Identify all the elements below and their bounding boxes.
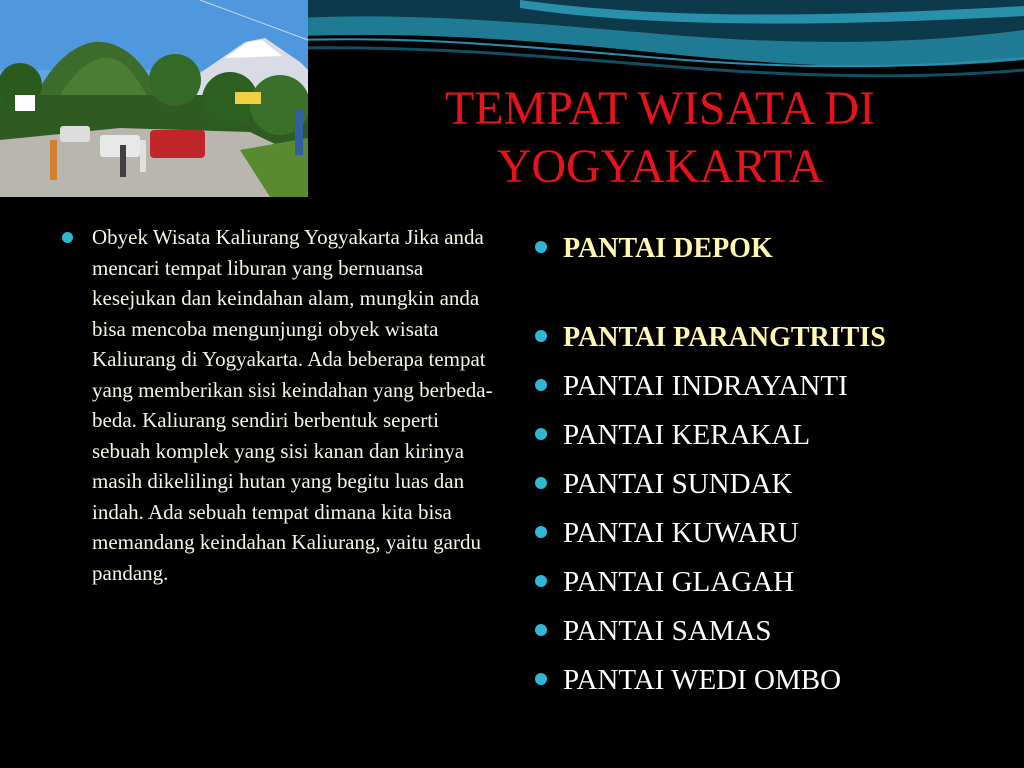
beach-label: PANTAI KERAKAL xyxy=(563,419,811,451)
beach-label: PANTAI INDRAYANTI xyxy=(563,370,848,402)
beach-item xyxy=(535,607,1005,656)
bullet-icon xyxy=(535,379,547,391)
bullet-icon xyxy=(535,330,547,342)
beach-label: PANTAI WEDI OMBO xyxy=(563,664,842,696)
beach-item xyxy=(535,509,1005,558)
description-item xyxy=(62,222,494,588)
bullet-icon xyxy=(62,232,73,243)
bullet-icon xyxy=(535,477,547,489)
bullet-icon xyxy=(535,428,547,440)
beach-item xyxy=(535,460,1005,509)
beach-list xyxy=(535,224,1005,705)
title-line-2: YOGYAKARTA xyxy=(496,140,824,193)
bullet-icon xyxy=(535,526,547,538)
beach-label: PANTAI DEPOK xyxy=(563,233,773,264)
beach-item xyxy=(535,313,1005,362)
description-text: Obyek Wisata Kaliurang Yogyakarta Jika anda mencari tempat liburan yang bernuansa kesejukan dan keindahan alam, mungkin anda bisa mencoba mengunjungi obyek wisata Kaliurang di Yogyakarta. Ada beberapa tempat yang memberikan sisi keindahan yang berbeda- beda. Kaliurang sendiri berbentuk seperti sebuah komplek yang sisi kanan dan kirinya masih dikelilingi hutan yang begitu luas dan indah. Ada sebuah tempat dimana kita bisa memandang keindahan Kaliurang, yaitu gardu pandang. xyxy=(92,225,493,585)
beach-item xyxy=(535,362,1005,411)
beach-label: PANTAI SAMAS xyxy=(563,615,772,647)
kaliurang-landscape-photo xyxy=(0,0,308,197)
beach-label: PANTAI KUWARU xyxy=(563,517,799,549)
bullet-icon xyxy=(535,673,547,685)
slide-title xyxy=(330,80,990,196)
title-line-1: TEMPAT WISATA DI xyxy=(444,82,875,135)
beach-item xyxy=(535,558,1005,607)
bullet-icon xyxy=(535,575,547,587)
beach-item xyxy=(535,656,1005,705)
bullet-icon xyxy=(535,241,547,253)
beach-label: PANTAI SUNDAK xyxy=(563,468,793,500)
description-list xyxy=(62,222,494,588)
beach-label: PANTAI PARANGTRITIS xyxy=(563,322,886,353)
beach-item xyxy=(535,411,1005,460)
bullet-icon xyxy=(535,624,547,636)
beach-label: PANTAI GLAGAH xyxy=(563,566,795,598)
beach-item xyxy=(535,224,1005,273)
